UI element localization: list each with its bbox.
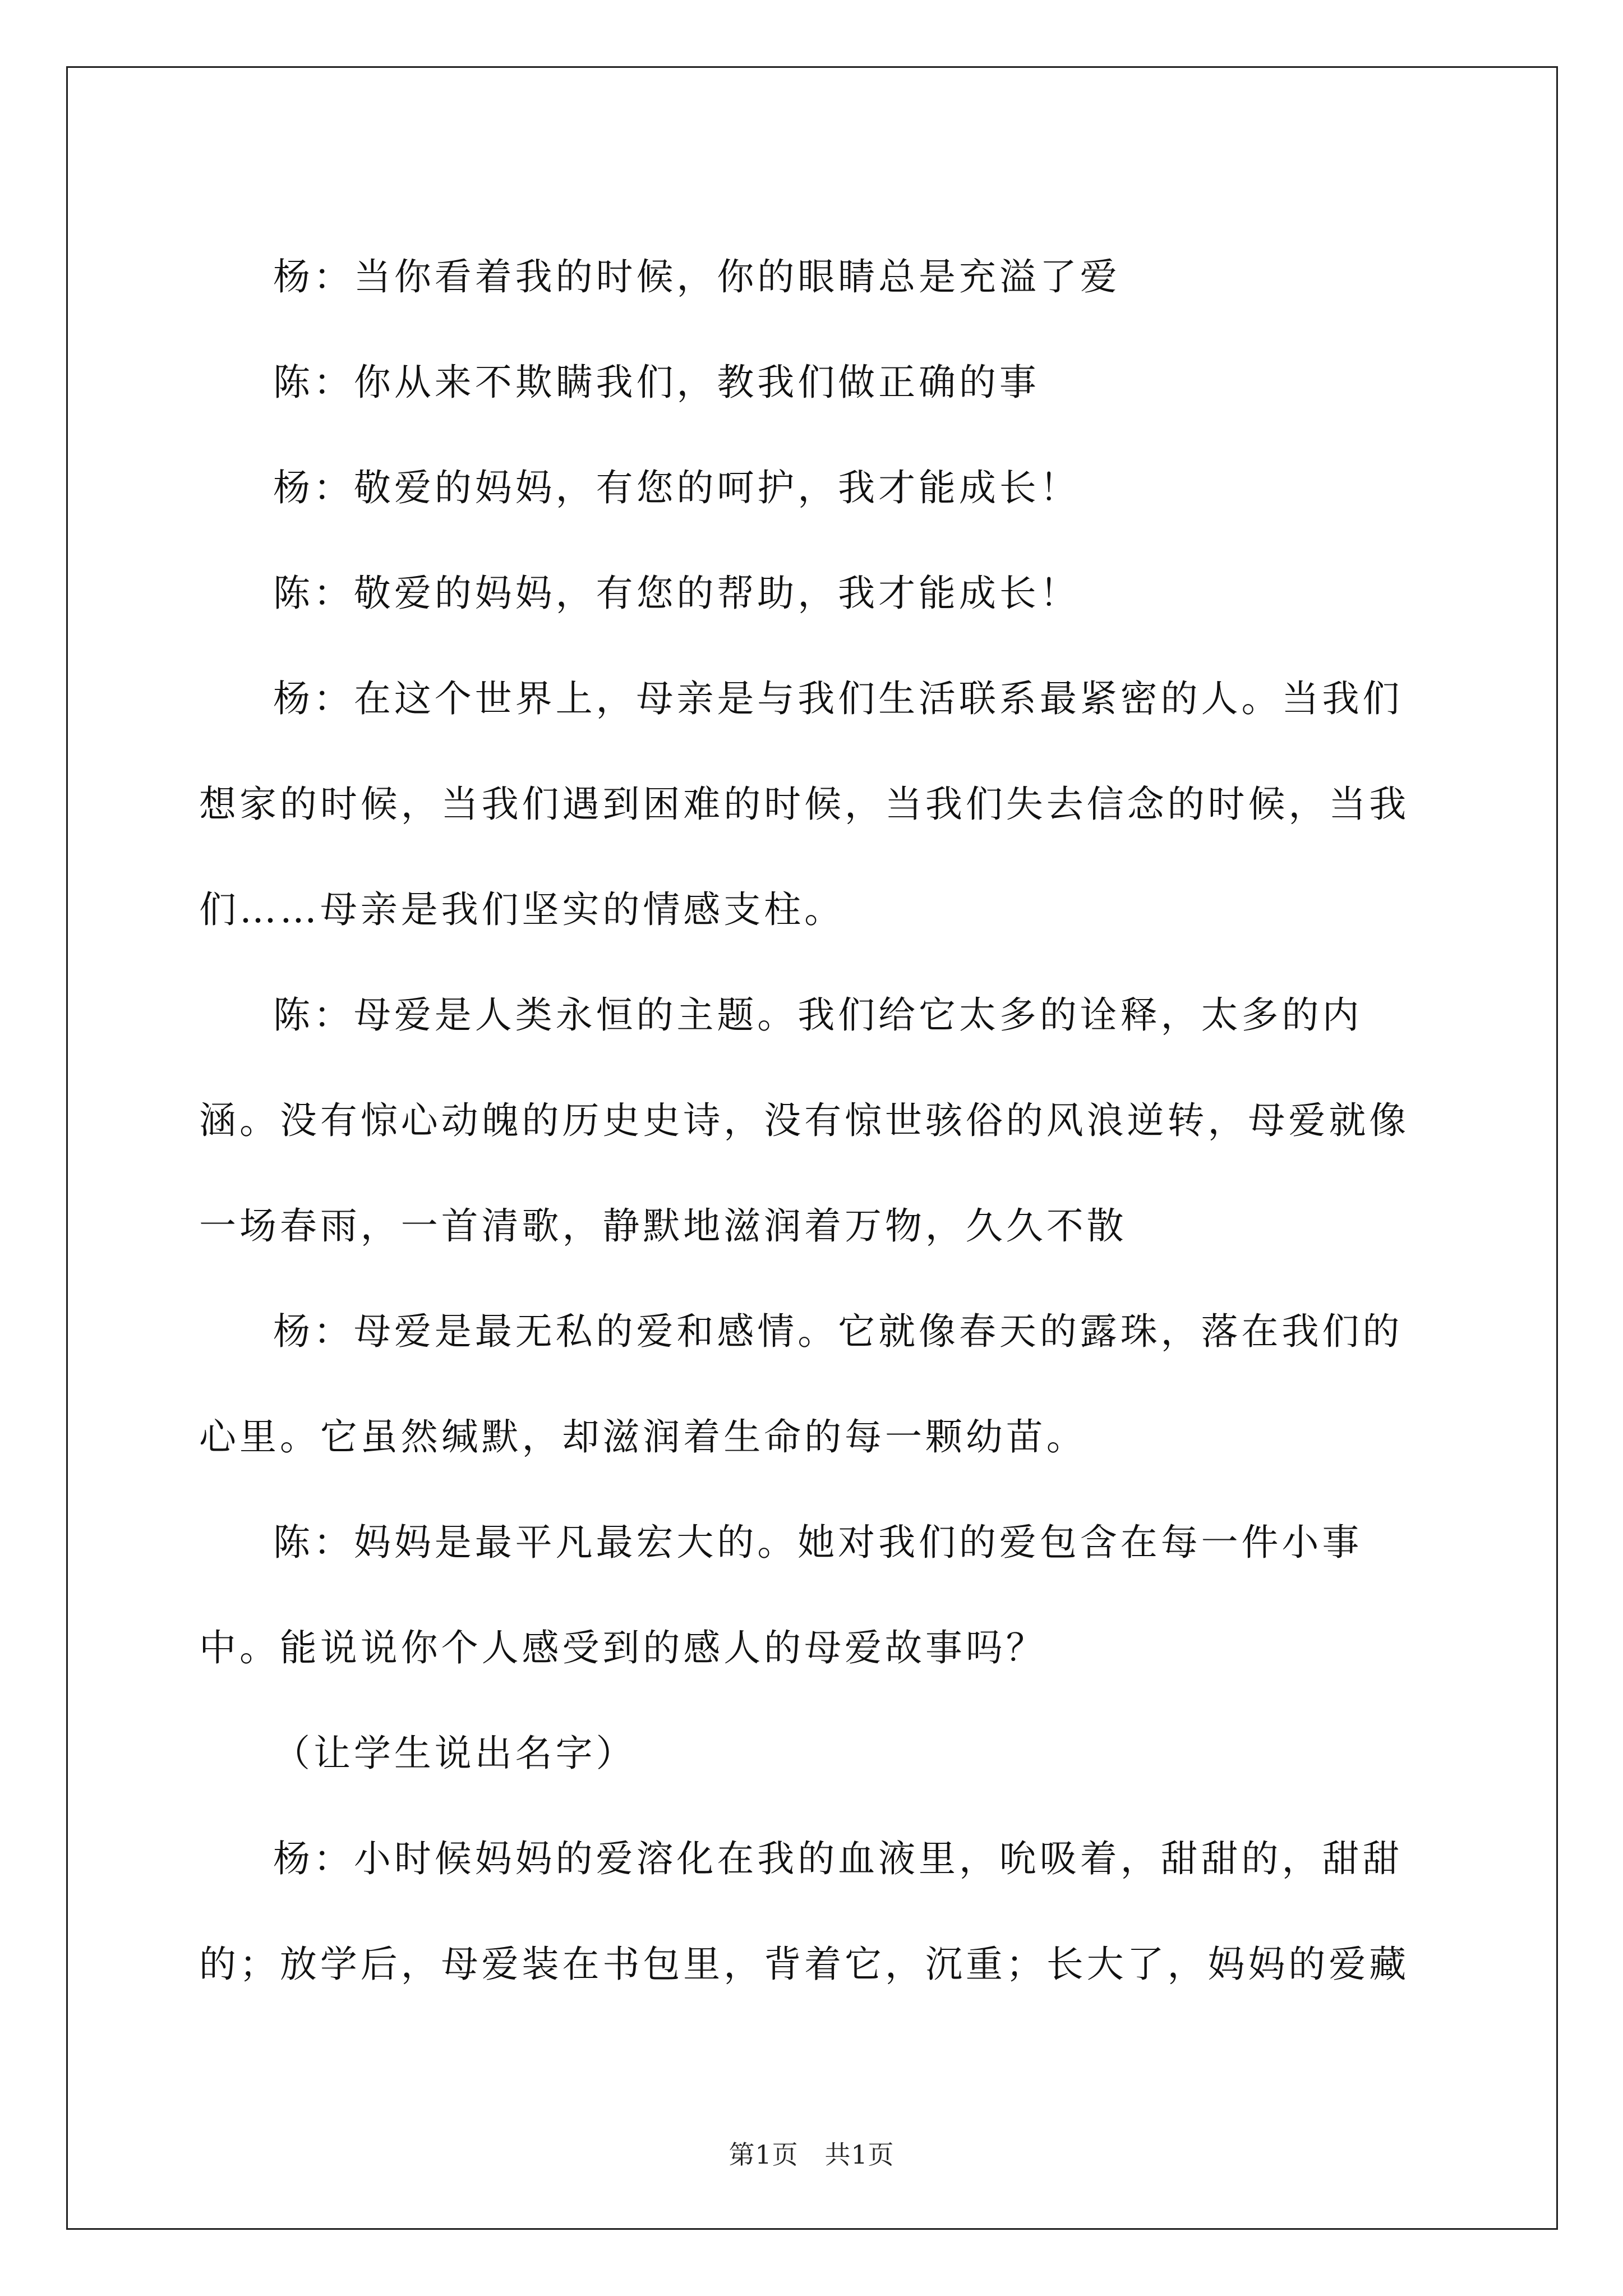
paragraph-3: 杨：敬爱的妈妈，有您的呵护，我才能成长！ — [273, 466, 1080, 509]
paragraph-6: 陈：母爱是人类永恒的主题。我们给它太多的诠释，太多的内涵。没有惊心动魄的历史史诗，没有惊世骇俗的风浪逆转，母爱就像一场春雨，一首清歌，静默地滋润着万物，久久不散 — [199, 993, 1410, 1248]
paragraph-1: 杨：当你看着我的时候，你的眼睛总是充溢了爱 — [273, 255, 1121, 298]
paragraph-7: 杨：母爱是最无私的爱和感情。它就像春天的露珠，落在我们的心里。它虽然缄默，却滋润着生命的每一颗幼苗。 — [199, 1310, 1403, 1458]
paragraph-10: 杨：小时候妈妈的爱溶化在我的血液里，吮吸着，甜甜的，甜甜的；放学后，母爱装在书包里，背着它，沉重；长大了，妈妈的爱藏 — [199, 1837, 1410, 1986]
page-footer: 第1页 共1页 — [728, 2139, 895, 2170]
paragraph-9: （让学生说出名字） — [273, 1732, 637, 1775]
document-body — [199, 224, 1438, 2017]
paragraph-4: 陈：敬爱的妈妈，有您的帮助，我才能成长！ — [273, 572, 1080, 615]
paragraph-2: 陈：你从来不欺瞒我们，教我们做正确的事 — [273, 361, 1040, 404]
paragraph-8: 陈：妈妈是最平凡最宏大的。她对我们的爱包含在每一件小事中。能说说你个人感受到的感人的母爱故事吗？ — [199, 1521, 1363, 1669]
paragraph-5: 杨：在这个世界上，母亲是与我们生活联系最紧密的人。当我们想家的时候，当我们遇到困难的时候，当我们失去信念的时候，当我们……母亲是我们坚实的情感支柱。 — [199, 677, 1410, 931]
